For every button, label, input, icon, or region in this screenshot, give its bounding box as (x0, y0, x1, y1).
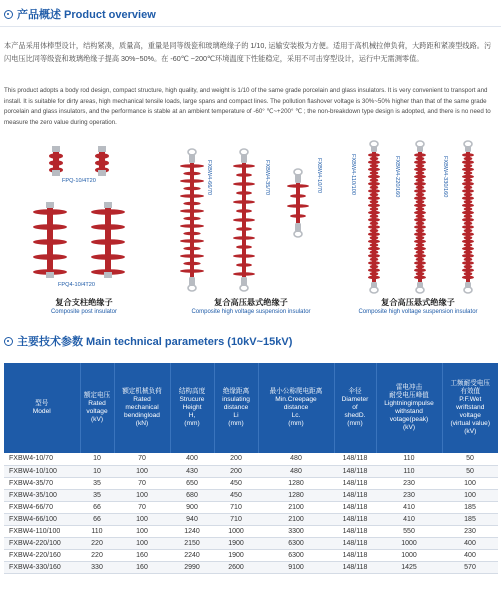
value-cell: 230 (376, 489, 442, 501)
value-cell: 66 (80, 501, 114, 513)
value-cell: 570 (442, 562, 498, 574)
value-cell: 100 (114, 538, 170, 550)
table-header-cell: 型号 Model (4, 363, 80, 453)
value-cell: 70 (114, 453, 170, 465)
model-cell: FXBW4-66/70 (4, 501, 80, 513)
value-cell: 410 (376, 501, 442, 513)
value-cell: 400 (170, 453, 214, 465)
post-insulator-drawing (33, 202, 67, 278)
table-header-cell: 伞径 Diameter of shedD. (mm) (334, 363, 376, 453)
value-cell: 148/118 (334, 550, 376, 562)
model-cell: FXBW4-10/100 (4, 465, 80, 477)
value-cell: 148/118 (334, 538, 376, 550)
insulator-drawing (368, 141, 380, 293)
value-cell: 185 (442, 501, 498, 513)
value-cell: 2600 (214, 562, 258, 574)
value-cell: 550 (376, 526, 442, 538)
value-cell: 230 (442, 526, 498, 538)
table-row (4, 513, 498, 525)
suspension-illustration-b (338, 140, 498, 298)
value-cell: 148/118 (334, 489, 376, 501)
table-header-cell: 雷电冲击 耐受电压峰值 Lightningimpulse withstand votage(peak) (kV) (376, 363, 442, 453)
overview-text-en: This product adopts a body rod design, compact structure, high quality, and weight is 1/10 of the same grade porcelain and glass insulators. It is very convenient to transport and install. It is suitable for dirty areas, high mechanical tensile loads, large spans and compact lines. The pollution flashover voltage is 30%~50% higher than that of the same grade porcelain and glass insulators, and the performance is stable at an ambient temperature of -60° ℃~+200° ℃ ; the non-breakdown type design is adopted, and there is no need to measure the zero value during operation. (4, 87, 491, 126)
table-row (4, 465, 498, 477)
target-icon (4, 337, 13, 346)
value-cell: 450 (214, 477, 258, 489)
value-cell: 9100 (258, 562, 334, 574)
value-cell: 185 (442, 513, 498, 525)
post-insulator-drawing (95, 146, 109, 176)
value-cell: 330 (80, 562, 114, 574)
insulator-drawing (414, 141, 426, 293)
label-fxbw4-220-160: FXBW4-220/160 (394, 156, 400, 198)
value-cell: 70 (114, 501, 170, 513)
value-cell: 1280 (258, 489, 334, 501)
value-cell: 148/118 (334, 526, 376, 538)
label-fpq-10-4t20: FPQ-10/4T20 (62, 178, 96, 184)
table-row (4, 489, 498, 501)
table-header-cell: 额定电压 Rated voltage (kV) (80, 363, 114, 453)
label-fxbw4-66-70: FXBW4-66/70 (206, 160, 212, 196)
model-cell: FXBW4-10/70 (4, 453, 80, 465)
insulator-drawing (180, 149, 204, 291)
value-cell: 2150 (170, 538, 214, 550)
table-header-cell: 最小公称爬电距离 Min.Creepage distance Lc. (mm) (258, 363, 334, 453)
overview-title: 产品概述 Product overview (17, 9, 156, 21)
value-cell: 35 (80, 477, 114, 489)
table-row (4, 538, 498, 550)
value-cell: 2240 (170, 550, 214, 562)
insulator-drawing (233, 149, 255, 291)
value-cell: 1240 (170, 526, 214, 538)
value-cell: 650 (170, 477, 214, 489)
caption-post-en: Composite post insulator (50, 309, 118, 315)
label-fpq4-10-4t20: FPQ4-10/4T20 (58, 282, 95, 288)
suspension-illustration-a (170, 140, 332, 298)
model-cell: FXBW4-220/160 (4, 550, 80, 562)
value-cell: 35 (80, 489, 114, 501)
value-cell: 100 (442, 477, 498, 489)
value-cell: 148/118 (334, 477, 376, 489)
value-cell: 200 (214, 465, 258, 477)
insulator-drawing (287, 169, 309, 237)
value-cell: 148/118 (334, 453, 376, 465)
value-cell: 1425 (376, 562, 442, 574)
label-fxbw4-10-70: FXBW4-10/70 (316, 158, 322, 194)
value-cell: 70 (114, 477, 170, 489)
table-row (4, 562, 498, 574)
model-cell: FXBW4-35/70 (4, 477, 80, 489)
value-cell: 100 (114, 465, 170, 477)
table-header-cell: 结构高度 Strucure Height H, (mm) (170, 363, 214, 453)
panel-suspension-b (338, 140, 498, 320)
value-cell: 110 (80, 526, 114, 538)
post-insulator-drawing (91, 202, 125, 278)
value-cell: 2100 (258, 501, 334, 513)
value-cell: 100 (442, 489, 498, 501)
value-cell: 110 (376, 465, 442, 477)
value-cell: 480 (258, 465, 334, 477)
value-cell: 110 (376, 453, 442, 465)
model-cell: FXBW4-110/100 (4, 526, 80, 538)
target-icon (4, 10, 13, 19)
panel-suspension-a (170, 140, 332, 320)
value-cell: 1000 (376, 538, 442, 550)
value-cell: 220 (80, 550, 114, 562)
overview-header (4, 6, 156, 22)
value-cell: 6300 (258, 538, 334, 550)
value-cell: 100 (114, 489, 170, 501)
value-cell: 148/118 (334, 501, 376, 513)
value-cell: 430 (170, 465, 214, 477)
value-cell: 1000 (214, 526, 258, 538)
table-header-cell: 工频耐受电压 有效值 P.F.Wet wriftstand voltage (virtual value) (kV) (442, 363, 498, 453)
value-cell: 148/118 (334, 562, 376, 574)
table-header-row (4, 363, 498, 453)
value-cell: 10 (80, 465, 114, 477)
value-cell: 1280 (258, 477, 334, 489)
model-cell: FXBW4-220/100 (4, 538, 80, 550)
caption-suspension-b-en: Composite high voltage suspension insulator (358, 309, 478, 315)
table-row (4, 526, 498, 538)
value-cell: 200 (214, 453, 258, 465)
value-cell: 2990 (170, 562, 214, 574)
value-cell: 450 (214, 489, 258, 501)
value-cell: 410 (376, 513, 442, 525)
table-header-cell: 额定机械负荷 Rated mechanical bendingload (kN) (114, 363, 170, 453)
model-cell: FXBW4-330/160 (4, 562, 80, 574)
table-body (4, 453, 498, 574)
caption-suspension-a-cn: 复合高压悬式绝缘子 (214, 298, 288, 307)
panel-post-insulator (4, 140, 164, 320)
technical-title: 主要技术参数 Main technical parameters (10kV~15kV) (17, 336, 293, 348)
label-fxbw4-110-100: FXBW4-110/100 (350, 154, 356, 195)
value-cell: 10 (80, 453, 114, 465)
post-insulator-drawing (49, 146, 63, 176)
product-gallery (0, 140, 501, 320)
value-cell: 160 (114, 562, 170, 574)
value-cell: 66 (80, 513, 114, 525)
insulator-drawing (462, 141, 474, 293)
value-cell: 1900 (214, 538, 258, 550)
value-cell: 680 (170, 489, 214, 501)
value-cell: 50 (442, 465, 498, 477)
value-cell: 480 (258, 453, 334, 465)
post-insulator-illustration (4, 140, 164, 300)
value-cell: 2100 (258, 513, 334, 525)
value-cell: 6300 (258, 550, 334, 562)
value-cell: 220 (80, 538, 114, 550)
value-cell: 230 (376, 477, 442, 489)
table-row (4, 501, 498, 513)
label-fxbw4-330-160: FXBW4-330/160 (442, 156, 448, 198)
value-cell: 1900 (214, 550, 258, 562)
value-cell: 900 (170, 501, 214, 513)
value-cell: 710 (214, 513, 258, 525)
overview-text-cn: 本产品采用体棒型设计，结构紧凑，质量高，重量是同等级瓷和玻璃绝缘子的 1/10, 运输安装极为方便。适用于高机械拉伸负荷，大跨距和紧凑型线路。污闪电压比同等级瓷和玻璃绝缘子提高 30%~50%。在 -60℃ ~200℃环境温度下性能稳定，采用不可击穿型设计，运行中无需测零值。 (4, 41, 492, 63)
value-cell: 400 (442, 550, 498, 562)
label-fxbw4-35-70: FXBW4-35/70 (264, 160, 270, 196)
value-cell: 148/118 (334, 513, 376, 525)
value-cell: 710 (214, 501, 258, 513)
spec-table (4, 363, 498, 574)
value-cell: 50 (442, 453, 498, 465)
technical-header (4, 333, 292, 349)
value-cell: 148/118 (334, 465, 376, 477)
value-cell: 940 (170, 513, 214, 525)
model-cell: FXBW4-66/100 (4, 513, 80, 525)
value-cell: 3300 (258, 526, 334, 538)
model-cell: FXBW4-35/100 (4, 489, 80, 501)
value-cell: 100 (114, 513, 170, 525)
value-cell: 100 (114, 526, 170, 538)
table-row (4, 550, 498, 562)
caption-suspension-b-cn: 复合高压悬式绝缘子 (381, 298, 455, 307)
value-cell: 400 (442, 538, 498, 550)
value-cell: 1000 (376, 550, 442, 562)
caption-suspension-a-en: Composite high voltage suspension insulator (191, 309, 311, 315)
table-row (4, 453, 498, 465)
table-row (4, 477, 498, 489)
header-divider (0, 26, 501, 27)
value-cell: 160 (114, 550, 170, 562)
table-header-cell: 绝缘距离 insulating distance Li (mm) (214, 363, 258, 453)
caption-post-cn: 复合支柱绝缘子 (55, 298, 113, 307)
